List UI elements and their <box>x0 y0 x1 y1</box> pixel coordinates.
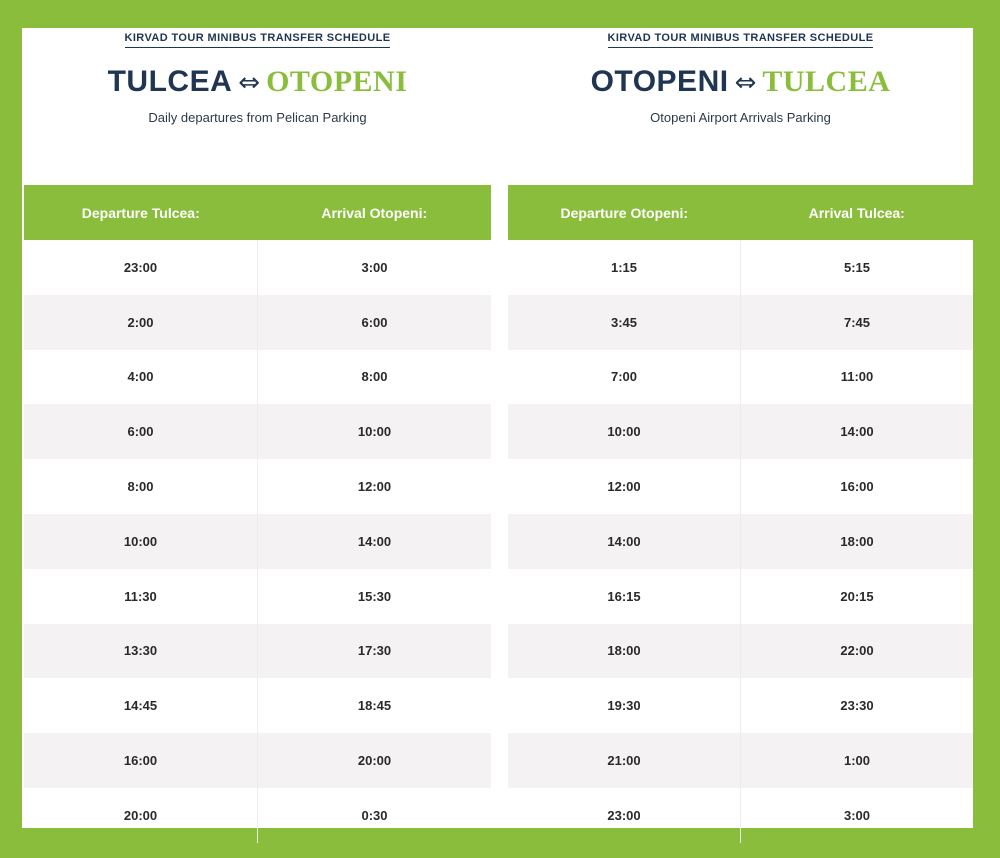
schedule-sheet <box>22 28 973 828</box>
table-row <box>508 459 973 514</box>
table-row <box>508 404 973 459</box>
departure-time-cell: 10:00 <box>24 514 258 569</box>
departure-time-cell: 14:45 <box>24 678 258 733</box>
route-subtitle: Daily departures from Pelican Parking <box>148 110 367 125</box>
column-header-arrival: Arrival Otopeni: <box>258 185 492 240</box>
table-row <box>508 733 973 788</box>
bidirectional-arrow-icon: ⇔ <box>734 68 757 98</box>
arrival-time-cell: 20:00 <box>258 733 492 788</box>
arrival-time-cell: 6:00 <box>258 295 492 350</box>
departure-time-cell: 14:00 <box>508 514 741 569</box>
schedule-panel-otopeni-tulcea <box>508 28 973 843</box>
departure-time-cell: 6:00 <box>24 404 258 459</box>
route-destination: TULCEA <box>762 65 891 98</box>
arrival-time-cell: 7:45 <box>741 295 974 350</box>
arrival-time-cell: 12:00 <box>357 479 392 495</box>
table-row <box>24 569 491 624</box>
arrival-time-cell: 14:00 <box>741 404 974 459</box>
table-row <box>24 404 491 459</box>
table-row <box>24 295 491 350</box>
bidirectional-arrow-icon: ⇔ <box>238 68 261 98</box>
arrival-time-cell: 20:15 <box>840 588 874 604</box>
table-row <box>24 624 491 679</box>
arrival-time-cell: 3:00 <box>843 807 871 823</box>
route-destination: OTOPENI <box>266 65 408 98</box>
table-row <box>24 678 491 733</box>
departure-time-cell: 4:00 <box>24 350 258 405</box>
arrival-time-cell: 18:00 <box>741 514 974 569</box>
table-row <box>508 788 973 843</box>
panel-header <box>508 28 973 185</box>
table-header-row <box>508 185 973 240</box>
departure-time-cell: 1:15 <box>508 240 741 295</box>
arrival-time-cell: 8:00 <box>361 369 388 385</box>
table-row <box>508 514 973 569</box>
table-row <box>24 350 491 405</box>
arrival-time-cell: 16:00 <box>840 479 874 495</box>
table-row <box>24 459 491 514</box>
departure-time-cell: 2:00 <box>24 295 258 350</box>
route-title <box>24 65 491 100</box>
route-title <box>508 65 973 100</box>
table-row <box>24 514 491 569</box>
departure-time-cell: 19:30 <box>508 678 741 733</box>
schedule-table <box>24 185 491 843</box>
table-row <box>508 295 973 350</box>
table-row <box>508 350 973 405</box>
departure-time-cell: 10:00 <box>508 404 741 459</box>
arrival-time-cell: 15:30 <box>357 588 392 604</box>
arrival-time-cell: 18:45 <box>357 698 392 714</box>
table-row <box>508 624 973 679</box>
route-subtitle: Otopeni Airport Arrivals Parking <box>650 110 831 125</box>
departure-time-cell: 13:30 <box>24 624 258 679</box>
departure-time-cell: 16:15 <box>508 569 741 624</box>
arrival-time-cell: 11:00 <box>840 369 874 385</box>
departure-time-cell: 3:45 <box>508 295 741 350</box>
arrival-time-cell: 22:00 <box>741 624 974 679</box>
departure-time-cell: 21:00 <box>508 733 741 788</box>
column-header-arrival: Arrival Tulcea: <box>741 185 974 240</box>
schedule-kicker: KIRVAD TOUR MINIBUS TRANSFER SCHEDULE <box>608 31 874 48</box>
table-row <box>24 240 491 295</box>
departure-time-cell: 12:00 <box>508 459 741 514</box>
departure-time-cell: 18:00 <box>508 624 741 679</box>
arrival-time-cell: 1:00 <box>741 733 974 788</box>
arrival-time-cell: 0:30 <box>361 807 388 823</box>
table-row <box>508 569 973 624</box>
route-origin: OTOPENI <box>590 65 729 98</box>
route-origin: TULCEA <box>107 65 233 98</box>
arrival-time-cell: 5:15 <box>843 259 871 275</box>
column-header-departure: Departure Otopeni: <box>508 185 741 240</box>
table-row <box>508 678 973 733</box>
column-header-departure: Departure Tulcea: <box>24 185 258 240</box>
departure-time-cell: 20:00 <box>24 788 258 843</box>
schedule-panel-tulcea-otopeni <box>24 28 491 843</box>
arrival-time-cell: 14:00 <box>258 514 492 569</box>
schedule-table <box>508 185 973 843</box>
arrival-time-cell: 17:30 <box>258 624 492 679</box>
departure-time-cell: 8:00 <box>24 459 258 514</box>
panel-header <box>24 28 491 185</box>
table-row <box>508 240 973 295</box>
arrival-time-cell: 3:00 <box>361 259 388 275</box>
arrival-time-cell: 23:30 <box>840 698 874 714</box>
table-header-row <box>24 185 491 240</box>
departure-time-cell: 7:00 <box>508 350 741 405</box>
arrival-time-cell: 10:00 <box>258 404 492 459</box>
table-row <box>24 788 491 843</box>
schedule-kicker: KIRVAD TOUR MINIBUS TRANSFER SCHEDULE <box>125 31 391 48</box>
departure-time-cell: 23:00 <box>24 240 258 295</box>
departure-time-cell: 11:30 <box>24 569 258 624</box>
departure-time-cell: 16:00 <box>24 733 258 788</box>
departure-time-cell: 23:00 <box>508 788 741 843</box>
table-row <box>24 733 491 788</box>
